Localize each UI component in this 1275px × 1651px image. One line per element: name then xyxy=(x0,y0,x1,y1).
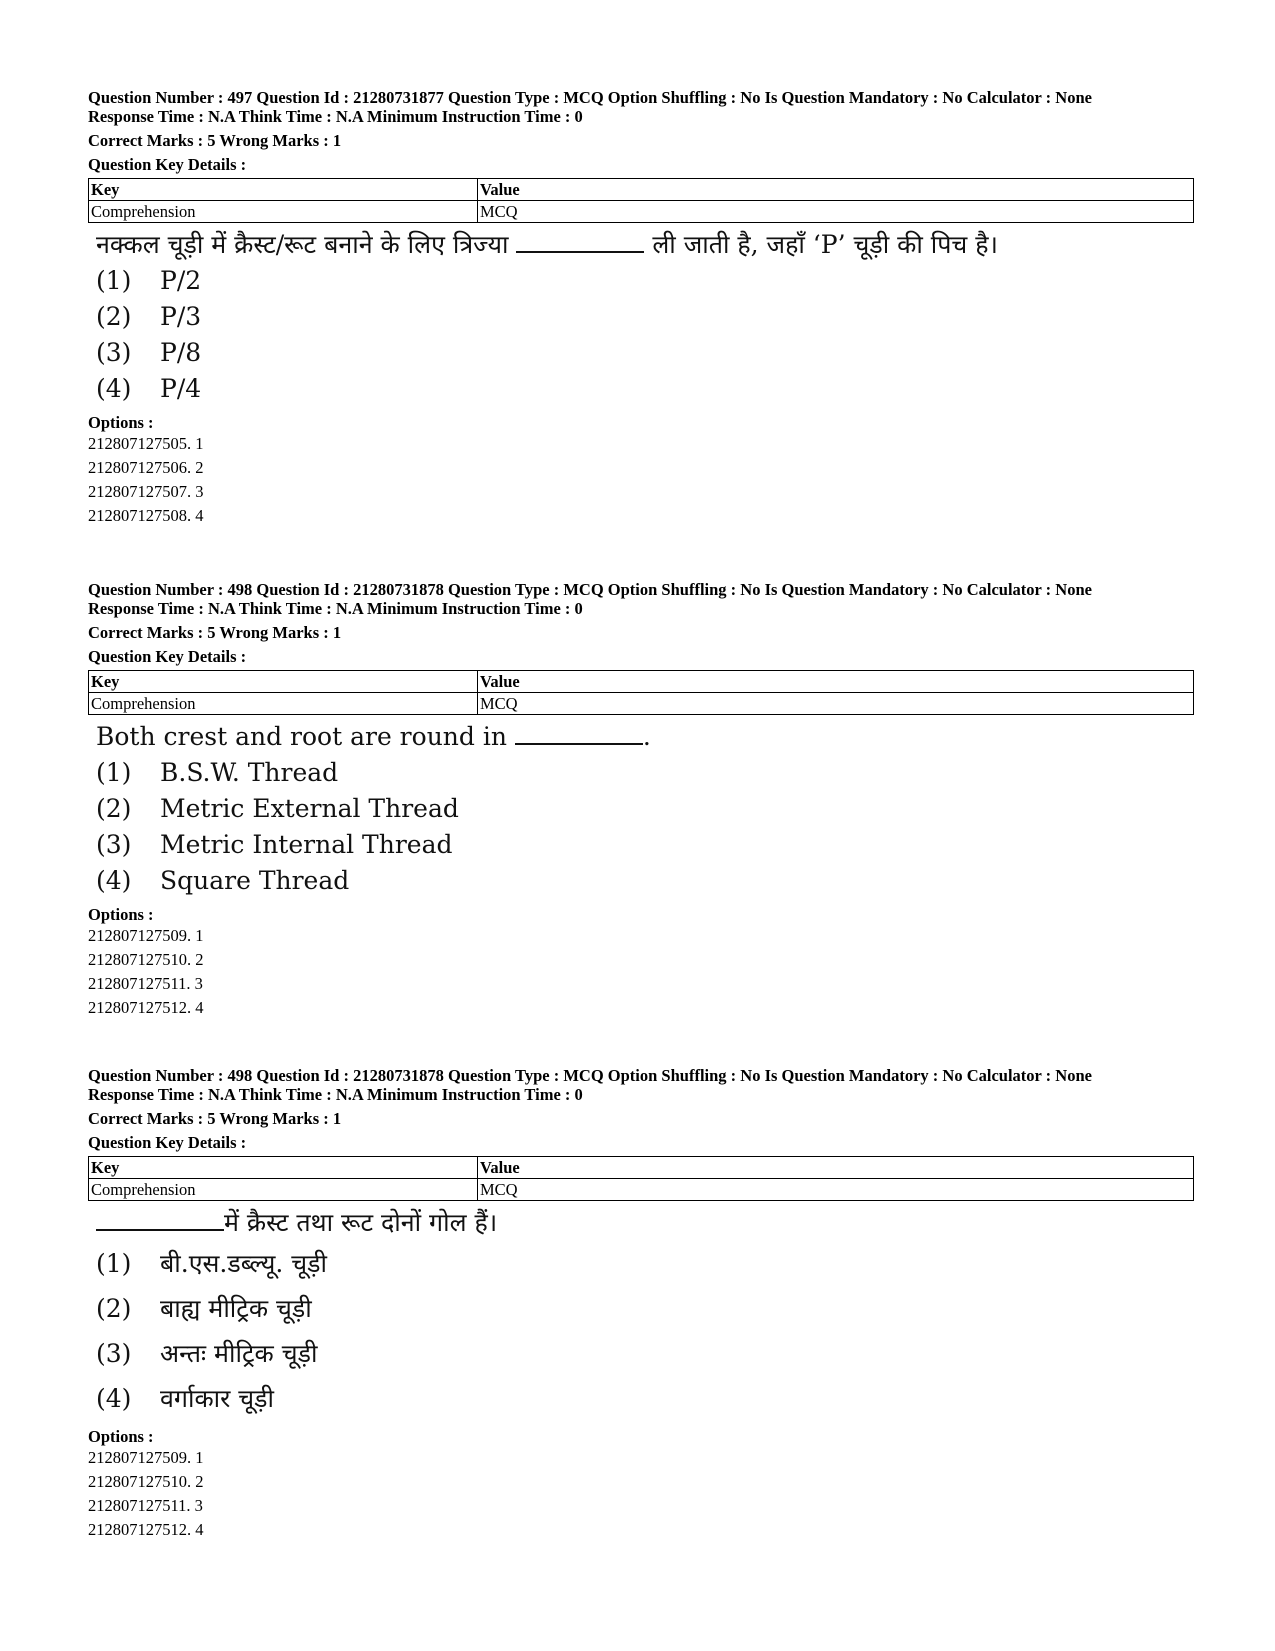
question-meta-line2: Response Time : N.A Think Time : N.A Minimum Instruction Time : 0 xyxy=(88,1085,583,1104)
choice-number: (2) xyxy=(96,1294,132,1323)
choice-4 xyxy=(96,1376,1198,1421)
choice-text: P/4 xyxy=(160,374,202,403)
marks-line: Correct Marks : 5 Wrong Marks : 1 xyxy=(88,623,342,642)
choice-text: B.S.W. Thread xyxy=(160,758,339,787)
stem-text-after: . xyxy=(642,722,651,751)
choice-text: Square Thread xyxy=(160,866,350,895)
key-column-header: Key xyxy=(89,1157,478,1179)
option-id: 212807127509. 1 xyxy=(88,1448,204,1467)
key-details-table xyxy=(88,670,1194,715)
choice-3 xyxy=(96,827,1198,863)
choice-number: (1) xyxy=(96,758,132,787)
choice-number: (1) xyxy=(96,266,132,295)
stem-text-before: Both crest and root are round in xyxy=(96,722,515,751)
stem-text-after: में क्रैस्ट तथा रूट दोनों गोल हैं। xyxy=(224,1208,498,1237)
key-cell: Comprehension xyxy=(89,201,478,223)
value-cell: MCQ xyxy=(478,1179,1194,1201)
choice-text: वर्गाकार चूड़ी xyxy=(160,1384,275,1413)
choice-text: Metric External Thread xyxy=(160,794,459,823)
key-details-label: Question Key Details : xyxy=(88,1133,247,1152)
option-id: 212807127511. 3 xyxy=(88,974,203,993)
question-stem xyxy=(96,1205,1198,1241)
option-id: 212807127507. 3 xyxy=(88,482,204,501)
key-cell: Comprehension xyxy=(89,693,478,715)
question-meta-line1: Question Number : 497 Question Id : 21280731877 Question Type : MCQ Option Shuffling : No Is Question Mandatory : No Calculator : None xyxy=(88,88,1092,107)
question-block-498-hindi xyxy=(88,1066,1198,1542)
question-block-498 xyxy=(88,580,1198,1020)
choice-text: P/8 xyxy=(160,338,202,367)
value-column-header: Value xyxy=(478,1157,1194,1179)
value-cell: MCQ xyxy=(478,201,1194,223)
option-id: 212807127505. 1 xyxy=(88,434,204,453)
option-id: 212807127510. 2 xyxy=(88,1472,204,1491)
option-id: 212807127510. 2 xyxy=(88,950,204,969)
table-header-row xyxy=(89,1157,1194,1179)
key-details-table xyxy=(88,178,1194,223)
options-label: Options : xyxy=(88,413,154,432)
table-header-row xyxy=(89,671,1194,693)
question-meta-line2: Response Time : N.A Think Time : N.A Minimum Instruction Time : 0 xyxy=(88,107,583,126)
question-content xyxy=(96,719,1198,899)
question-block-497 xyxy=(88,88,1198,528)
question-meta-line1: Question Number : 498 Question Id : 21280731878 Question Type : MCQ Option Shuffling : No Is Question Mandatory : No Calculator : None xyxy=(88,580,1092,599)
value-column-header: Value xyxy=(478,179,1194,201)
choice-1 xyxy=(96,1241,1198,1286)
choice-text: P/2 xyxy=(160,266,202,295)
choice-number: (4) xyxy=(96,866,132,895)
option-id: 212807127512. 4 xyxy=(88,1520,204,1539)
choice-1 xyxy=(96,263,1198,299)
choice-number: (3) xyxy=(96,1339,132,1368)
choice-3 xyxy=(96,1331,1198,1376)
stem-text-after: ली जाती है, जहाँ ‘P’ चूड़ी की पिच है। xyxy=(644,230,999,259)
choice-number: (2) xyxy=(96,794,132,823)
table-row xyxy=(89,693,1194,715)
choice-text: बाह्य मीट्रिक चूड़ी xyxy=(160,1294,312,1323)
choice-text: अन्तः मीट्रिक चूड़ी xyxy=(160,1339,318,1368)
fill-blank xyxy=(516,229,644,253)
option-id: 212807127511. 3 xyxy=(88,1496,203,1515)
question-content xyxy=(96,1205,1198,1421)
choice-text: बी.एस.डब्ल्यू. चूड़ी xyxy=(160,1249,327,1278)
choice-text: Metric Internal Thread xyxy=(160,830,453,859)
table-row xyxy=(89,201,1194,223)
table-row xyxy=(89,1179,1194,1201)
choice-2 xyxy=(96,299,1198,335)
choice-2 xyxy=(96,791,1198,827)
value-cell: MCQ xyxy=(478,693,1194,715)
option-id: 212807127508. 4 xyxy=(88,506,204,525)
choice-number: (4) xyxy=(96,374,132,403)
choice-number: (2) xyxy=(96,302,132,331)
value-column-header: Value xyxy=(478,671,1194,693)
table-header-row xyxy=(89,179,1194,201)
options-label: Options : xyxy=(88,905,154,924)
question-stem xyxy=(96,719,1198,755)
options-label: Options : xyxy=(88,1427,154,1446)
choice-number: (4) xyxy=(96,1384,132,1413)
option-id: 212807127509. 1 xyxy=(88,926,204,945)
option-id: 212807127506. 2 xyxy=(88,458,204,477)
key-column-header: Key xyxy=(89,671,478,693)
marks-line: Correct Marks : 5 Wrong Marks : 1 xyxy=(88,1109,342,1128)
choice-4 xyxy=(96,863,1198,899)
key-details-label: Question Key Details : xyxy=(88,155,247,174)
choice-3 xyxy=(96,335,1198,371)
fill-blank xyxy=(96,1207,224,1231)
key-column-header: Key xyxy=(89,179,478,201)
choice-number: (3) xyxy=(96,338,132,367)
choice-1 xyxy=(96,755,1198,791)
choice-number: (1) xyxy=(96,1249,132,1278)
choice-number: (3) xyxy=(96,830,132,859)
question-meta-line2: Response Time : N.A Think Time : N.A Minimum Instruction Time : 0 xyxy=(88,599,583,618)
key-details-label: Question Key Details : xyxy=(88,647,247,666)
choice-4 xyxy=(96,371,1198,407)
fill-blank xyxy=(515,721,643,745)
question-meta-line1: Question Number : 498 Question Id : 21280731878 Question Type : MCQ Option Shuffling : No Is Question Mandatory : No Calculator : None xyxy=(88,1066,1092,1085)
question-stem xyxy=(96,227,1198,263)
marks-line: Correct Marks : 5 Wrong Marks : 1 xyxy=(88,131,342,150)
stem-text-before: नक्कल चूड़ी में क्रैस्ट/रूट बनाने के लिए त्रिज्या xyxy=(96,230,517,259)
key-cell: Comprehension xyxy=(89,1179,478,1201)
key-details-table xyxy=(88,1156,1194,1201)
option-id: 212807127512. 4 xyxy=(88,998,204,1017)
choice-2 xyxy=(96,1286,1198,1331)
choice-text: P/3 xyxy=(160,302,202,331)
question-content xyxy=(96,227,1198,407)
